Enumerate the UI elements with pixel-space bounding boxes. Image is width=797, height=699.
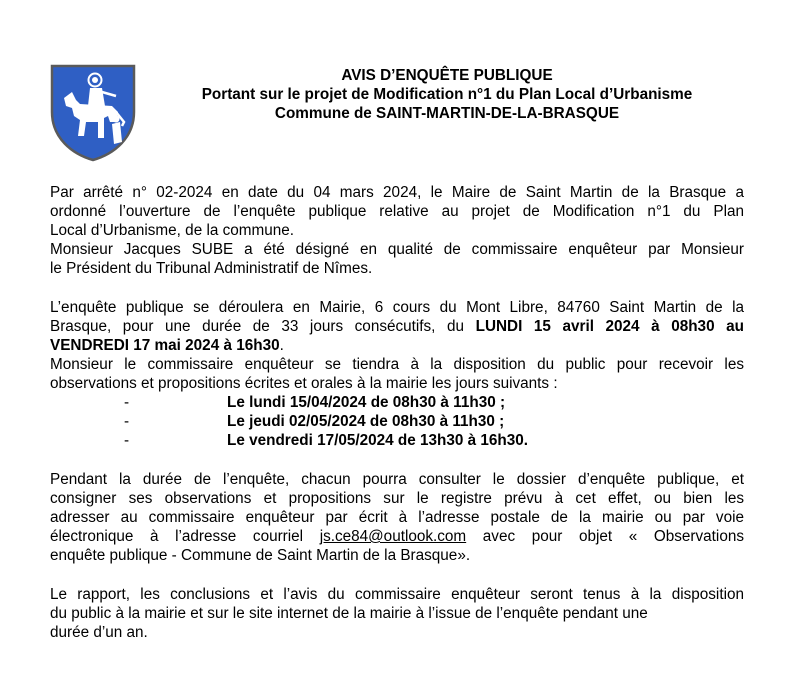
text-run: électronique à l’adresse courriel [50,528,320,545]
permanence-date: Le lundi 15/04/2024 de 08h30 à 11h30 ; [227,394,506,411]
list-item [50,393,744,412]
text-run: . [279,337,284,354]
text-line: enquête publique - Commune de Saint Martin de la Brasque». [50,547,471,564]
text-line: du public à la mairie et sur le site internet de la mairie à l’issue de l’enquête pendant une [50,605,648,622]
permanence-date: Le jeudi 02/05/2024 de 08h30 à 11h30 ; [227,413,505,430]
text-line [50,527,744,546]
text-line [50,317,744,336]
text-line: adresser au commissaire enquêteur par écrit à l’adresse postale de la mairie ou par voie [50,509,744,526]
text-line: observations et propositions écrites et orales à la mairie les jours suivants : [50,375,558,392]
paragraph-deroulement [50,298,744,450]
text-line: L’enquête publique se déroulera en Mairie, 6 cours du Mont Libre, 84760 Saint Martin de la [50,299,744,316]
text-line: Monsieur le commissaire enquêteur se tiendra à la disposition du public pour recevoir les [50,356,744,373]
permanence-date: Le vendredi 17/05/2024 de 13h30 à 16h30. [227,432,529,449]
text-line: Par arrêté n° 02-2024 en date du 04 mars 2024, le Maire de Saint Martin de la Brasque a [50,184,744,201]
text-line [50,336,744,355]
notice-commune: Commune de SAINT-MARTIN-DE-LA-BRASQUE [274,105,620,122]
bullet-dash: - [124,413,130,430]
text-run: avec pour objet « Observations [466,528,744,545]
paragraph-rapport [50,585,744,642]
text-line: Monsieur Jacques SUBE a été désigné en qualité de commissaire enquêteur par Monsieur [50,241,744,258]
notice-subtitle: Portant sur le projet de Modification n°1 du Plan Local d’Urbanisme [201,86,693,103]
text-line: Local d’Urbanisme, de la commune. [50,222,295,239]
text-line: consigner ses observations et propositions sur le registre prévu à cet effet, ou bien les [50,490,744,507]
bullet-dash: - [124,394,130,411]
paragraph-arrete [50,183,744,278]
notice-title: AVIS D’ENQUÊTE PUBLIQUE [341,67,553,84]
text-run: Brasque, pour une durée de 33 jours consécutifs, du [50,318,476,335]
coat-of-arms-icon [50,64,136,162]
text-line: ordonné l’ouverture de l’enquête publique relative au projet de Modification n°1 du Plan [50,203,744,220]
enquiry-start-date: LUNDI 15 avril 2024 à 08h30 au [475,318,744,335]
list-item [50,431,744,450]
notice-header [150,66,744,123]
paragraph-consultation [50,470,744,565]
text-line: le Président du Tribunal Administratif de Nîmes. [50,260,373,277]
text-line: durée d’un an. [50,624,148,641]
bullet-dash: - [124,432,130,449]
text-line: Le rapport, les conclusions et l’avis du commissaire enquêteur seront tenus à la disposition [50,586,744,603]
permanence-list [50,393,744,450]
list-item [50,412,744,431]
enquiry-end-date: VENDREDI 17 mai 2024 à 16h30 [50,337,280,354]
text-line: Pendant la durée de l’enquête, chacun pourra consulter le dossier d’enquête publique, et [50,471,744,488]
email-link[interactable]: js.ce84@outlook.com [319,528,467,545]
